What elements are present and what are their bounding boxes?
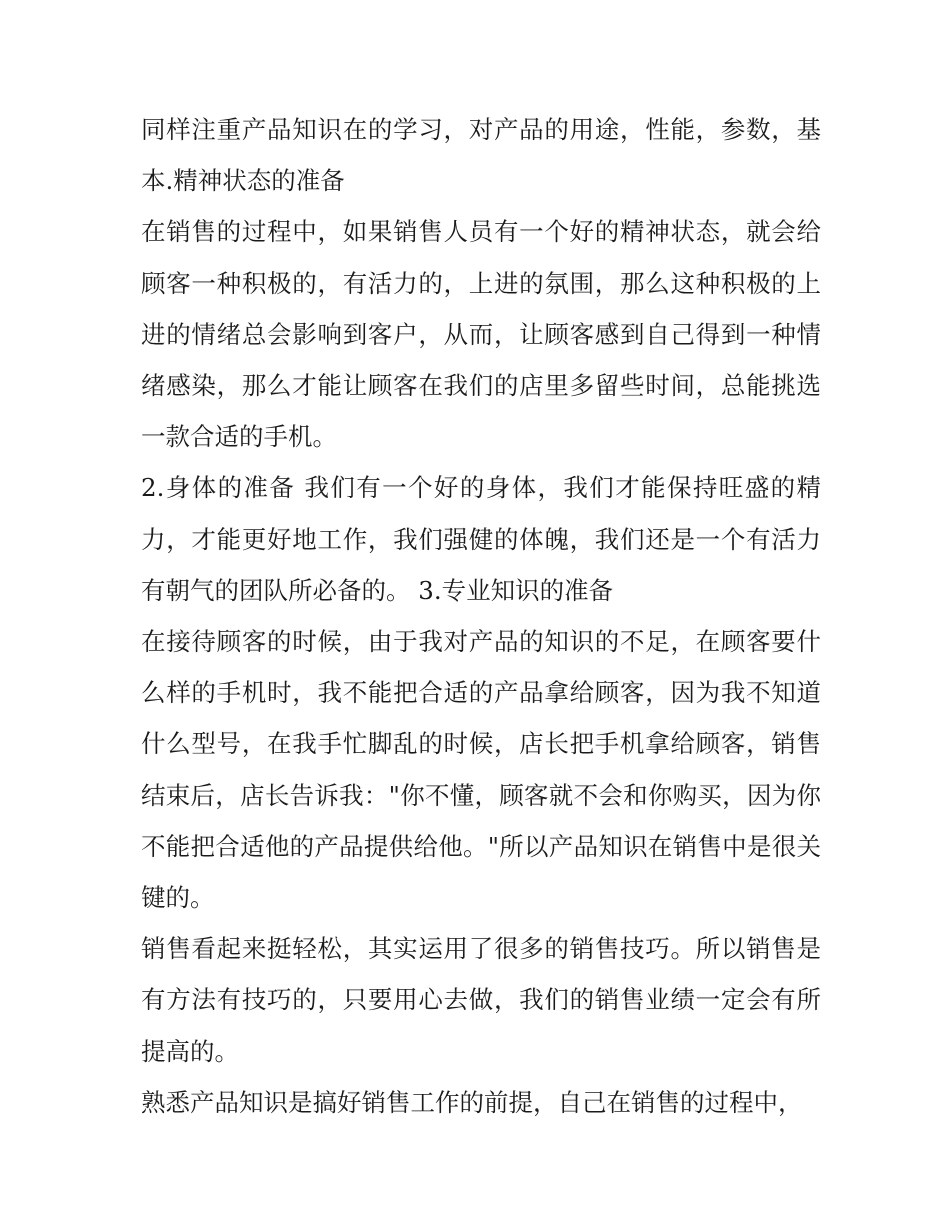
- paragraph-product-knowledge: 同样注重产品知识在的学习，对产品的用途，性能，参数，基本.精神状态的准备: [141, 115, 821, 196]
- paragraph-familiar-product: 熟悉产品知识是搞好销售工作的前提，自己在销售的过程中，: [141, 1087, 803, 1117]
- paragraph-sales-skills: 销售看起来挺轻松，其实运用了很多的销售技巧。所以销售是有方法有技巧的，只要用心去做，我们的销售业绩一定会有所提高的。: [141, 934, 821, 1066]
- paragraph-physical-preparation: 2.身体的准备 我们有一个好的身体，我们才能保持旺盛的精力，才能更好地工作，我们强健的体魄，我们还是一个有活力有朝气的团队所必备的。 3.专业知识的准备: [141, 473, 821, 605]
- paragraph-mental-state: 在销售的过程中，如果销售人员有一个好的精神状态，就会给顾客一种积极的，有活力的，上进的氛围，那么这种积极的上进的情绪总会影响到客户，从而，让顾客感到自己得到一种情绪感染，那么才能让顾客在我们的店里多留些时间，总能挑选一款合适的手机。: [141, 217, 821, 452]
- paragraph-reception-experience: 在接待顾客的时候，由于我对产品的知识的不足，在顾客要什么样的手机时，我不能把合适的产品拿给顾客，因为我不知道什么型号，在我手忙脚乱的时候，店长把手机拿给顾客，销售结束后，店长告诉我："你不懂，顾客就不会和你购买，因为你不能把合适他的产品提供给他。"所以产品知识在销售中是很关键的。: [141, 627, 821, 913]
- document-body: [141, 104, 821, 1128]
